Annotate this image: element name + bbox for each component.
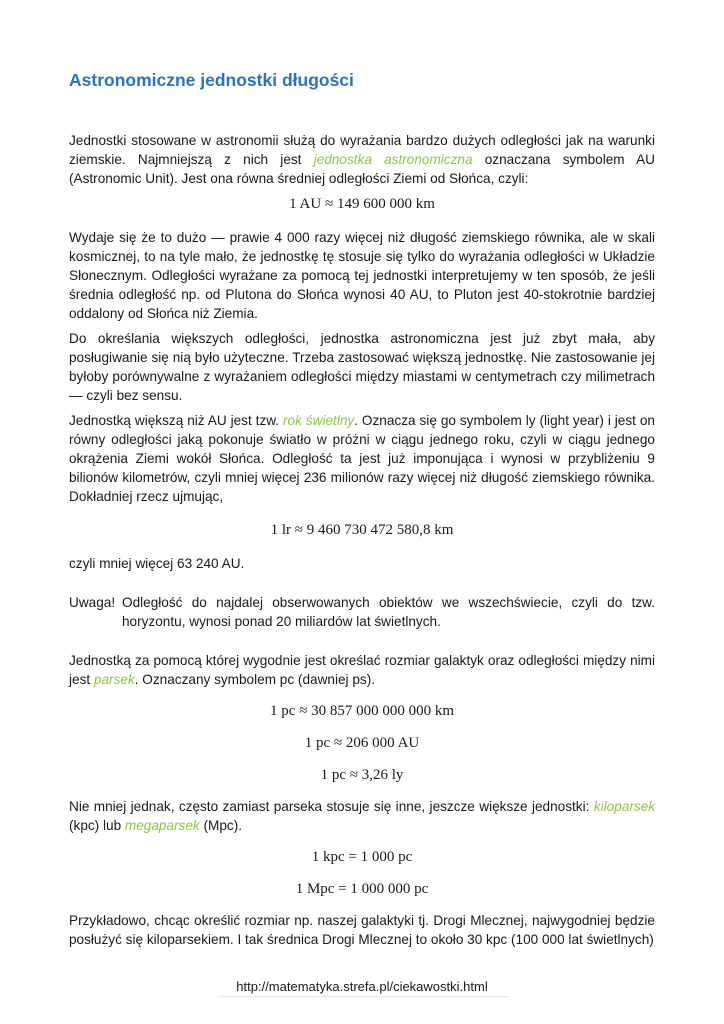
text: . Oznaczany symbolem pc (dawniej ps). [134,672,375,687]
text: Jednostki stosowane w astronomii służą do wyrażania bardzo dużych odległości jak na warunki ziemskie. Najmniejszą z nich jest [69,133,655,167]
term-light-year: rok świetlny [283,413,355,428]
footer-divider [218,996,508,997]
term-kiloparsec: kiloparsek [593,799,655,814]
text: Nie mniej jednak, często zamiast parseka stosuje się inne, jeszcze większe jednostki: [69,799,594,814]
note-block [69,593,655,631]
term-megaparsec: megaparsek [124,818,200,833]
footer-url: http://matematyka.strefa.pl/ciekawostki.html [236,979,488,994]
text: . Oznacza się go symbolem ly (light year) i jest on równy odległości jaką pokonuje światło w próżni w ciągu jednego roku, czyli w ciągu jednego okrążenia Ziemi wokół Słońca. Odległość ta jest już imponująca i wynosi w przybliżeniu 9 bilionów kilometrów, czyli mniej więcej 236 milionów razy więcej niż długość ziemskiego równika. Dokładniej rzecz ujmując, [69,413,655,504]
text: oznaczana symbolem AU (Astronomic Unit). Jest ona równa średniej odległości Ziemi od Słońca, czyli: [69,152,655,186]
document-body [69,70,655,955]
equation-mpc: 1 Mpc = 1 000 000 pc [295,881,429,897]
paragraph-larger-units: Do określania większych odległości, jednostka astronomiczna jest już zbyt mała, aby posługiwanie się nią było użyteczne. Trzeba zastosować większą jednostkę. Nie zastosowanie jej byłoby porównywalne z wyrażaniem odległości między miastami w centymetrach czy milimetrach — czyli bez sensu. [69,331,655,403]
text: (Mpc). [199,818,243,833]
paragraph-light-year [69,411,655,506]
paragraph-intro [69,131,655,188]
text: Jednostką za pomocą której wygodnie jest określać rozmiar galaktyk oraz odległości między nimi jest [69,653,655,687]
equation-kpc: 1 kpc = 1 000 pc [311,849,413,865]
equation-pc-au: 1 pc ≈ 206 000 AU [304,735,420,751]
text: (kpc) lub [69,818,125,833]
page-title: Astronomiczne jednostki długości [69,70,354,90]
paragraph-milky-way: Przykładowo, chcąc określić rozmiar np. naszej galaktyki tj. Drogi Mlecznej, najwygodniej będzie posłużyć się kiloparsekiem. I tak średnica Drogi Mlecznej to około 30 kpc (100 000 lat świetlnych) [69,913,655,947]
term-parsec: parsek [93,672,135,687]
equation-light-year: 1 lr ≈ 9 460 730 472 580,8 km [270,522,454,538]
paragraph-au-scale: Wydaje się że to dużo — prawie 4 000 razy więcej niż długość ziemskiego równika, ale w skali kosmicznej, to na tyle mało, że jednostkę tę stosuje się tylko do wyrażania odległości w Układzie Słonecznym. Odległości wyrażane za pomocą tej jednostki interpretujemy w ten sposób, że jeśli średnia odległość np. od Plutona do Słońca wynosi 40 AU, to Pluton jest 40-stokrotnie bardziej oddalony od Słońca niż Ziemia. [69,230,655,321]
paragraph-kiloparsec [69,797,655,835]
equation-au: 1 AU ≈ 149 600 000 km [289,196,435,212]
paragraph-parsec [69,651,655,689]
note-text: Odległość do najdalej obserwowanych obiektów we wszechświecie, czyli do tzw. horyzontu, wynosi ponad 20 miliardów lat świetlnych. [122,595,655,629]
equation-pc-ly: 1 pc ≈ 3,26 ly [320,767,404,783]
text: Jednostką większą niż AU jest tzw. [69,413,284,428]
term-astronomical-unit: jednostka astronomiczna [313,152,473,167]
note-label: Uwaga! [69,595,116,610]
equation-pc-km: 1 pc ≈ 30 857 000 000 000 km [269,703,455,719]
paragraph-ly-in-au: czyli mniej więcej 63 240 AU. [69,556,245,571]
